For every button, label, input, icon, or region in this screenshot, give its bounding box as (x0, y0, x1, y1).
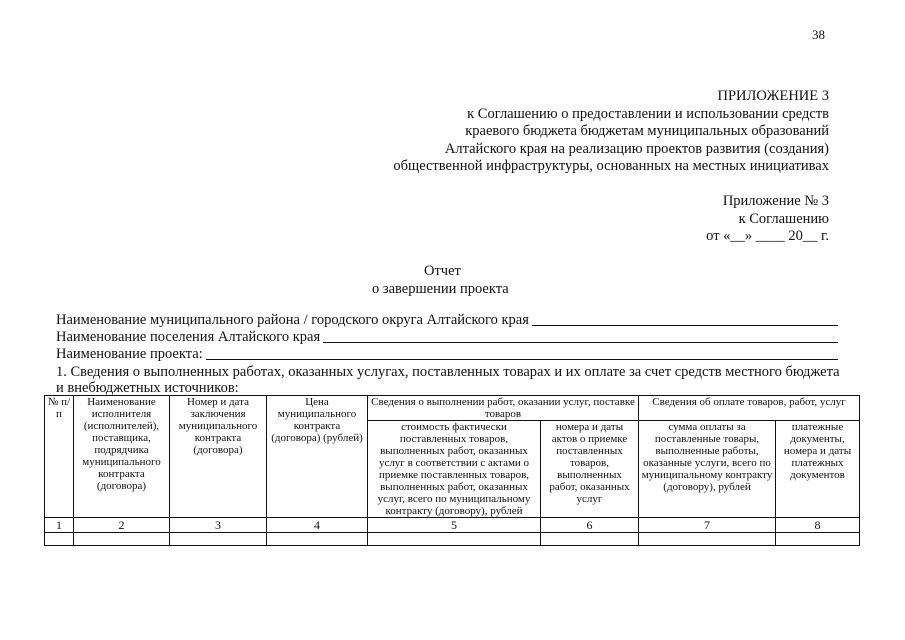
header-payment-docs: платежные документы, номера и даты платежных документов (776, 421, 860, 518)
header-paid-sum: сумма оплаты за поставленные товары, выполненные работы, оказанные услуги, всего по муниципальному контракту (договору), рублей (639, 421, 776, 518)
appendix-line: к Соглашению о предоставлении и использовании средств (467, 105, 829, 122)
appendix-line: Алтайского края на реализацию проектов развития (создания) (444, 140, 829, 157)
header-contract-price: Цена муниципального контракта (договора) (рублей) (267, 396, 368, 518)
table-cell[interactable] (368, 533, 541, 546)
report-title: Отчет (424, 263, 461, 279)
column-number: 8 (776, 518, 860, 533)
column-number: 6 (541, 518, 639, 533)
column-number: 5 (368, 518, 541, 533)
district-field-blank[interactable] (532, 313, 838, 326)
report-subtitle: о завершении проекта (372, 281, 509, 297)
settlement-field-label: Наименование поселения Алтайского края (56, 329, 321, 345)
section-1-heading: 1. Сведения о выполненных работах, оказанных услугах, поставленных товарах и их оплате за счет средств местного бюджета и внебюджетных источников: (56, 364, 840, 396)
header-actual-cost: стоимость фактически поставленных товаров, выполненных работ, оказанных услуг в соответствии с актами о приемке поставленных товаров, выполненных работ, оказанных услуг, всего по муниципальному контракту (договору), рублей (368, 421, 541, 518)
appendix-header (393, 88, 829, 176)
column-number: 1 (45, 518, 74, 533)
page-number: 38 (812, 27, 825, 42)
header-num: № п/п (45, 396, 74, 518)
sub-appendix-agreement: к Соглашению (738, 210, 829, 227)
district-field-label: Наименование муниципального района / городского округа Алтайского края (56, 312, 529, 328)
column-number-row (45, 518, 860, 533)
table-cell[interactable] (776, 533, 860, 546)
column-number: 3 (170, 518, 267, 533)
project-field (56, 346, 838, 363)
table-cell[interactable] (170, 533, 267, 546)
table-cell[interactable] (74, 533, 170, 546)
header-performance: Сведения о выполнении работ, оказании услуг, поставке товаров (368, 396, 639, 421)
table-row (45, 533, 860, 546)
appendix-line: общественной инфраструктуры, основанных на местных инициативах (393, 158, 829, 174)
project-field-label: Наименование проекта: (56, 346, 203, 362)
table-cell[interactable] (639, 533, 776, 546)
column-number: 2 (74, 518, 170, 533)
settlement-field (56, 329, 838, 346)
appendix-line: краевого бюджета бюджетам муниципальных образований (465, 123, 829, 139)
works-payments-table (44, 395, 860, 546)
header-acceptance-acts: номера и даты актов о приемке поставленных товаров, выполненных работ, оказанных услуг (541, 421, 639, 518)
sub-appendix-header (706, 193, 829, 246)
sub-appendix-date: от «__» ____ 20__ г. (706, 228, 829, 244)
district-field (56, 312, 838, 329)
table-header-row (45, 396, 860, 421)
column-number: 4 (267, 518, 368, 533)
header-contractor: Наименование исполнителя (исполнителей), поставщика, подрядчика муниципального контракта (договора) (74, 396, 170, 518)
project-field-blank[interactable] (206, 347, 838, 360)
header-contract-number: Номер и дата заключения муниципального контракта (договора) (170, 396, 267, 518)
settlement-field-blank[interactable] (323, 330, 838, 343)
table-cell[interactable] (267, 533, 368, 546)
column-number: 7 (639, 518, 776, 533)
sub-appendix-title: Приложение № 3 (722, 193, 829, 209)
table-cell[interactable] (541, 533, 639, 546)
appendix-heading: ПРИЛОЖЕНИЕ 3 (717, 88, 829, 104)
header-payment: Сведения об оплате товаров, работ, услуг (639, 396, 860, 421)
table-cell[interactable] (45, 533, 74, 546)
